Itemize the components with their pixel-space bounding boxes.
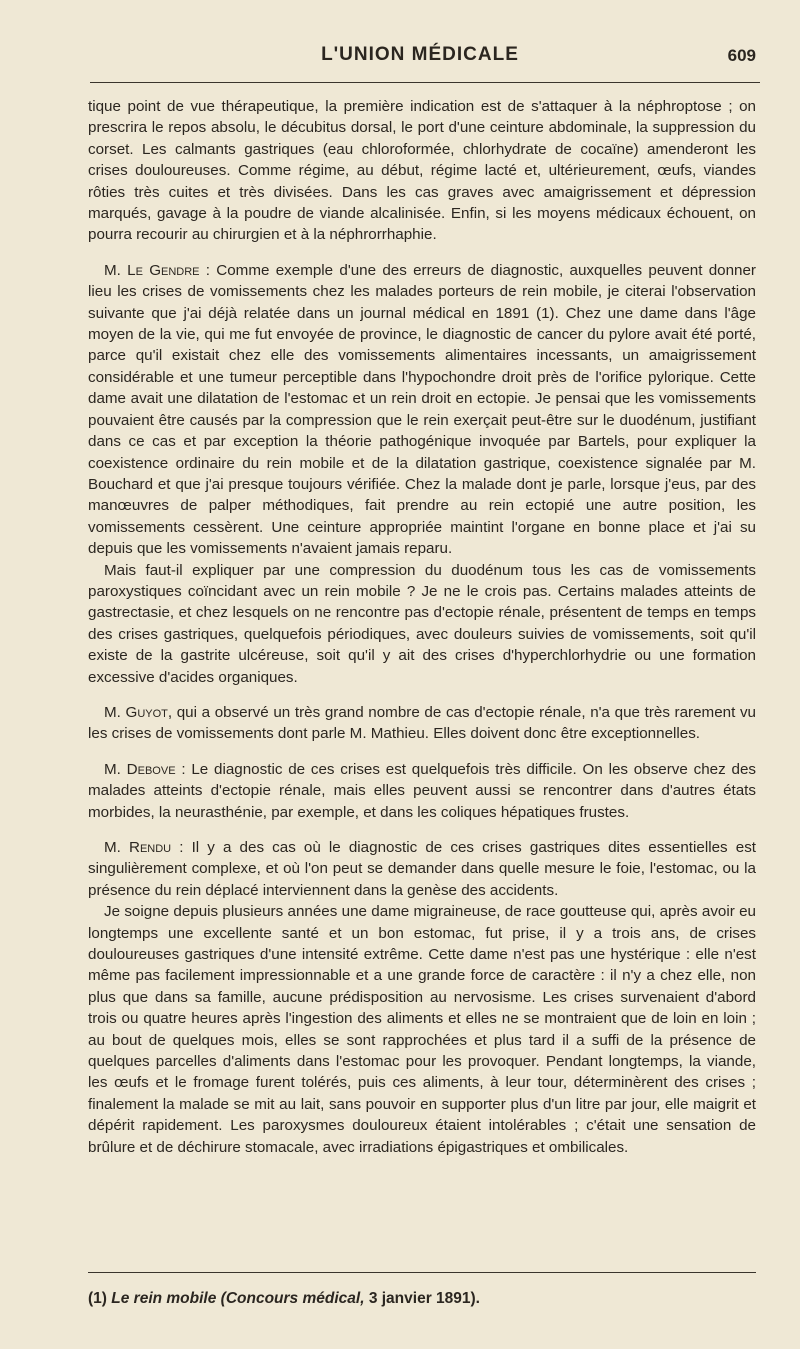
speaker-name: M. Guyot, bbox=[104, 703, 173, 721]
paragraph-rendu: M. Rendu : Il y a des cas où le diagnostic de ces crises gastriques dites essentielles est singulièrement complexe, et où l'on peut se demander dans quelle mesure le foie, l'estomac, ou la présence du rein déplacé interviennent dans la genèse des accidents. bbox=[88, 839, 757, 899]
running-title: L'UNION MÉDICALE bbox=[321, 44, 519, 65]
paragraph-therapeutics: tique point de vue thérapeutique, la première indication est de s'attaquer à la néphroptose ; on prescrira le repos absolu, le décubitus dorsal, le port d'une ceinture abdominale, la suppression du corset. Les calmants gastriques (eau chloroformée, chlorhydrate de cocaïne) amenderont les crises douloureuses. Comme régime, au début, régime lacté et, ultérieurement, œufs, viandes rôties très cuites et très divisées. Dans les cas graves avec amaigrissement et dépression marqués, gavage à la poudre de viande alcalinisée. Enfin, si les moyens médicaux échouent, on pourra recourir au chirurgien et à la néphrorrhaphie. bbox=[88, 98, 756, 244]
footnote-date: 3 janvier 1891). bbox=[368, 1290, 480, 1307]
article-body bbox=[88, 96, 756, 1158]
paragraph-case-report: Je soigne depuis plusieurs années une dame migraineuse, de race goutteuse qui, après avoir eu longtemps une excellente santé et un bon estomac, fut prise, il y a trois ans, de crises douloureuses gastriques d'une intensité extrême. Cette dame n'est pas une hystérique : elle n'est même pas facilement impressionnable et a une grande force de caractère : il n'y a chez elle, non plus que dans sa famille, aucune prédisposition au nervosisme. Les crises survenaient d'abord trois ou quatre heures après l'ingestion des aliments et elles ne se montraient que de loin en loin ; au bout de quelques mois, elles se sont rapprochées et plus tard il a suffi de la présence de quelques parcelles d'aliments dans l'estomac pour les provoquer. Pendant longtemps, la viande, les œufs et le fromage furent tolérés, puis ces aliments, à leur tour, déterminèrent des crises ; finalement la malade se mit au lait, sans pouvoir en supporter plus d'un litre par jour, elle maigrit et dépérit rapidement. Les paroxysmes douloureux étaient intolérables ; c'était une sensation de brûlure et de déchirure stomacale, avec irradiations épigastriques et ombilicales. bbox=[88, 903, 756, 1156]
header-rule bbox=[90, 82, 760, 83]
paragraph-le-gendre: M. Le Gendre : Comme exemple d'une des erreurs de diagnostic, auxquelles peuvent donner lieu les crises de vomissements chez les malades porteurs de rein mobile, je citerai l'observation suivante que j'ai déjà relatée dans un journal médical en 1891 (1). Chez une dame dans l'âge moyen de la vie, qui me fut envoyée de province, le diagnostic de cancer du pylore avait été porté, parce qu'il existait chez elle des vomissements alimentaires incessants, un amaigrissement considérable et une tumeur perceptible dans l'hypochondre droit près de l'orifice pylorique. Cette dame avait une dilatation de l'estomac et un rein droit en ectopie. Je pensai que les vomissements pouvaient être causés par la compression que le rein exerçait peut-être sur le duodénum, justifiant dans ce cas et par exception la théorie pathogénique invoquée par Bartels, pour expliquer la coexistence ordinaire du rein mobile et de la dilatation gastrique, coexistence signalée par M. Bouchard et que j'ai presque toujours vérifiée. Chez la malade dont je parle, lorsque j'eus, par des manœuvres de palper méthodiques, fait prendre au rein ectopié une autre position, les vomissements cessèrent. Une ceinture appropriée maintint l'organe en bonne place et j'ai su depuis que les vomissements n'avaient jamais reparu. bbox=[88, 261, 756, 558]
speaker-name: M. Le Gendre : bbox=[104, 261, 210, 279]
paragraph-debove: M. Debove : Le diagnostic de ces crises est quelquefois très difficile. On les observe chez des malades atteints d'ectopie rénale, mais elles peuvent aussi se rencontrer dans d'autres états morbides, la neurasthénie, par exemple, et dans les coliques hépatiques frustes. bbox=[88, 760, 756, 821]
footnote-rule bbox=[88, 1272, 756, 1273]
page-number: 609 bbox=[727, 46, 756, 65]
speaker-name: M. Rendu : bbox=[104, 839, 184, 856]
footnote bbox=[88, 1290, 756, 1308]
speaker-name: M. Debove : bbox=[104, 760, 186, 778]
paragraph-guyot: M. Guyot, qui a observé un très grand nombre de cas d'ectopie rénale, n'a que très rarement vu les crises de vomissements dont parle M. Mathieu. Elles doivent donc être exceptionnelles. bbox=[88, 703, 756, 743]
footnote-source: (Concours médical, bbox=[220, 1290, 365, 1307]
footnote-title: Le rein mobile bbox=[111, 1290, 217, 1307]
footnote-marker: (1) bbox=[88, 1290, 107, 1307]
paragraph-compression: Mais faut-il expliquer par une compression du duodénum tous les cas de vomissements paroxystiques coïncidant avec un rein mobile ? Je ne le crois pas. Certains malades atteints de gastrectasie, et chez lesquels on ne rencontre pas d'ectopie rénale, présentent de temps en temps des crises gastriques, quelquefois périodiques, avec douleurs suivies de vomissements, soit qu'il existe de la gastrite ulcéreuse, soit qu'il y ait des crises d'hyperchlorhydrie ou une formation excessive d'acides organiques. bbox=[88, 561, 756, 686]
page-header bbox=[80, 44, 760, 84]
